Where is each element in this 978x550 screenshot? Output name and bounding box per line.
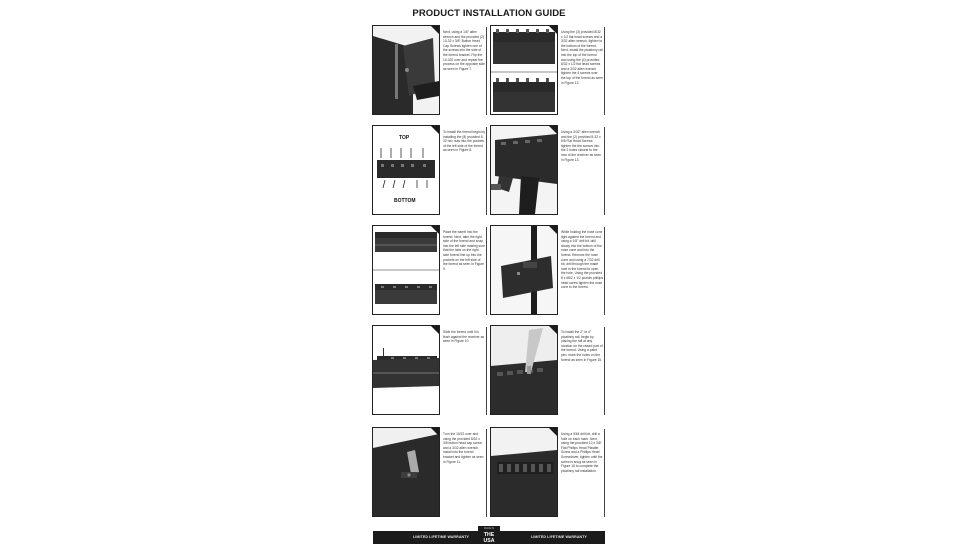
step-text: Next, using a 1/8" allen wrench and the provided (2) 10-32 x 3/8" Button Head Cap Screws tighten one of the screws into the side of the forend bracket. Flip the 10-022 over and repeat the process on the opposite side as seen in Figure 7.: [443, 30, 485, 71]
step-10: [490, 427, 606, 517]
step-text: Turn the 10/22 over and using the provided 8/32 x 3/8 button head cap screw, and a 3/32 allen wrench, install into the forend bracket and tighten as seen in Figure 11.: [443, 432, 484, 464]
logo-big-text: THE USA: [483, 532, 495, 544]
step-4: [490, 125, 606, 215]
step-text: Using a 9/64 drill bit, drill a hole on each mark. Next, using the provided 10 x 3/8" Flat Phillips Head Plastite Screw and a Phillips Head Screwdriver, tighten until the screw is snug as seen in Figure 16 to complete the picatinny rail installation.: [561, 432, 603, 473]
figure-photo: [490, 225, 558, 315]
figure-photo: [372, 225, 440, 315]
figure-photo: [372, 427, 440, 517]
figure-number-badge: [548, 427, 557, 436]
step-text: Using a 3/32" allen wrench and the (2) provided 8-32 x 5/8 Flat Head Screws tighten the the screws into the 2 holes closest to the rear of the receiver as seen in Figure 13.: [561, 130, 602, 162]
divider: [604, 127, 605, 215]
made-in-usa-logo: [478, 526, 500, 544]
installation-sheet: [372, 0, 606, 550]
warranty-label-left: LIMITED LIFETIME WARRANTY: [413, 535, 470, 539]
figure-photo: [490, 427, 558, 517]
figure-photo: [372, 325, 440, 415]
figure-number-badge: [430, 427, 439, 436]
step-text: Using the (3) provided 8/32 x 1/2 flat head screws and a 3/32 allen wrench, tighten to the bottom of the forend. Next, install the picatinny rail into the top of the forend and using the (4) provided 8/32 x 1/2 flat head screws and a 3/32 allen wrench tighten the 4 screws over the top of the forend as seen in Figure 12.: [561, 30, 603, 85]
divider: [486, 429, 487, 517]
step-text: Place the barrel into the forend. Next, take the right side of the forend and snap into the left side making sure that the tabs on the right side forend line up into the pockets on the left side of the forend as seen in Figure 9.: [443, 230, 485, 271]
step-7: [372, 325, 488, 415]
figure-number-badge: [548, 25, 557, 34]
figure-number-badge: [548, 325, 557, 334]
warranty-label-right: LIMITED LIFETIME WARRANTY: [531, 535, 588, 539]
step-text: While holding the nose cone tight against the forend and using a 1/8" drill bit, drill slowly into the bottom of the nose cone and into the forend. Remove the nose cone and using a 7/32 drill bit, drill through the made hole in the forend to open the hole. Using the provided 8 x #8/2 x 1/2 pozidiv phillips head screw tighten the nose cone to the forend.: [561, 230, 603, 290]
figure-photo: [372, 125, 440, 215]
figure-photo: [490, 325, 558, 415]
divider: [604, 27, 605, 115]
figure-photo: [490, 125, 558, 215]
figure-number-badge: [430, 125, 439, 134]
figure-number-badge: [548, 125, 557, 134]
logo-small-text: MADE IN: [484, 527, 494, 530]
step-3: [372, 125, 488, 215]
figure-number-badge: [430, 325, 439, 334]
label-bottom: BOTTOM: [394, 198, 416, 204]
divider: [604, 429, 605, 517]
divider: [486, 27, 487, 115]
step-6: [490, 225, 606, 315]
figure-number-badge: [430, 25, 439, 34]
step-text: To install the forend begin by installing the (8) provided 8-32 hex nuts into the pockets of the left side of the forend as seen in Figure 8.: [443, 130, 485, 153]
figure-photo: [490, 25, 558, 115]
figure-number-badge: [548, 225, 557, 234]
step-9: [372, 427, 488, 517]
divider: [604, 327, 605, 415]
figure-number-badge: [430, 225, 439, 234]
step-text: To install the 2" or 4" picatinny rail, begin by placing the rail at any location on the raised part of the forend. Using a paint pen, mark the holes on the forend as seen in Figure 15.: [561, 330, 603, 362]
step-5: [372, 225, 488, 315]
divider: [604, 227, 605, 315]
label-top: TOP: [399, 135, 410, 141]
warranty-footer: [373, 527, 605, 544]
divider: [486, 127, 487, 215]
step-1: [372, 25, 488, 115]
divider: [486, 327, 487, 415]
step-text: Slide the forend until it is flush against the receiver as seen in Figure 10.: [443, 330, 485, 344]
step-2: [490, 25, 606, 115]
figure-photo: [372, 25, 440, 115]
step-8: [490, 325, 606, 415]
divider: [486, 227, 487, 315]
page-title: PRODUCT INSTALLATION GUIDE: [412, 8, 566, 19]
